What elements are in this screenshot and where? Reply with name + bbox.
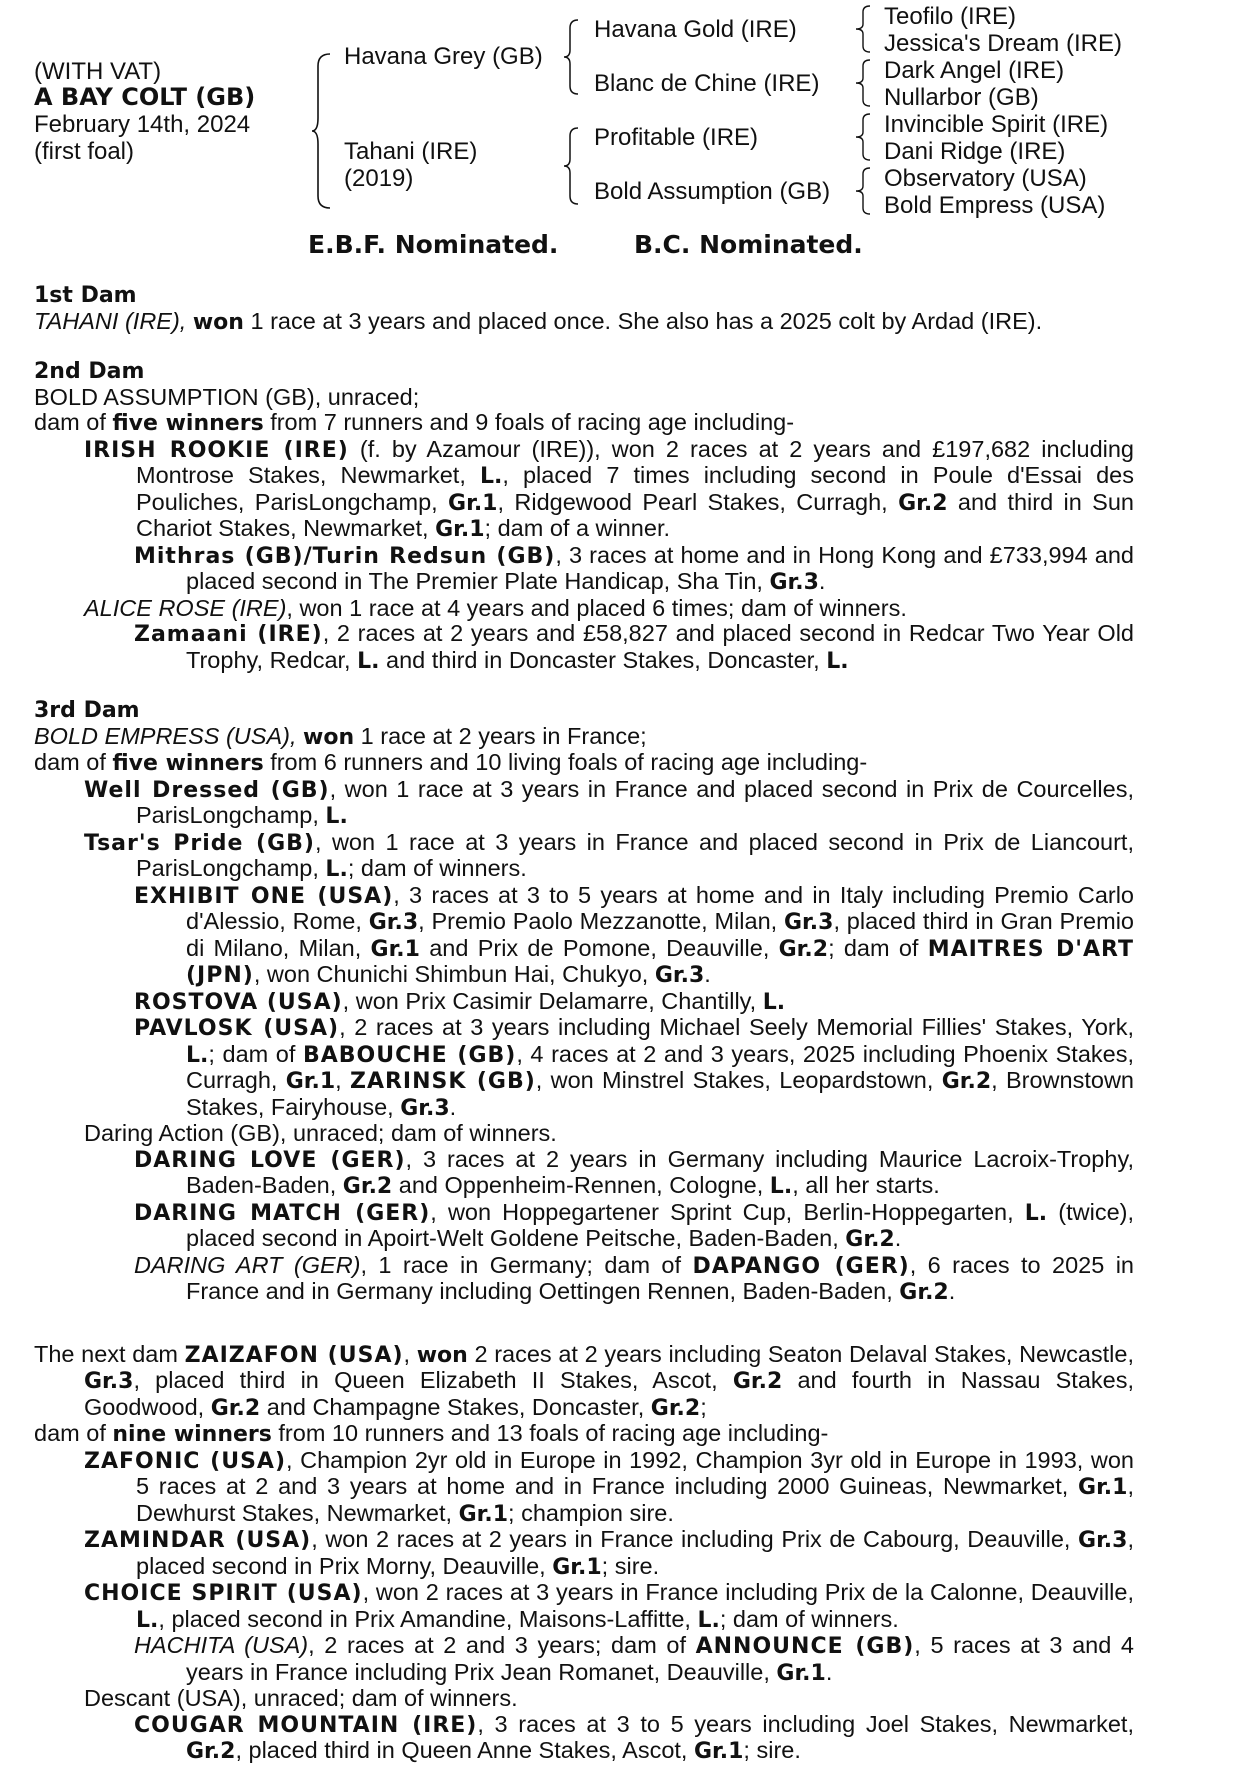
- mithras-entry: Mithras (GB)/Turin Redsun (GB), 3 races at home and in Hong Kong and £733,994 and placed second in The Premier Plate Handicap, Sha Tin, Gr.3.: [134, 541, 1134, 595]
- foaling-date: February 14th, 2024: [34, 111, 251, 138]
- bc-nominated: B.C. Nominated.: [634, 230, 863, 259]
- sire-sire: Havana Gold (IRE): [594, 16, 797, 43]
- next-dam-produce: dam of nine winners from 10 runners and 13 foals of racing age including-: [34, 1420, 829, 1447]
- rostova-entry: ROSTOVA (USA), won Prix Casimir Delamarre, Chantilly, L.: [134, 987, 786, 1015]
- tsars-pride-entry: Tsar's Pride (GB), won 1 race at 3 years in France and placed second in Prix de Liancourt, ParisLongchamp, L.; dam of winners.: [84, 828, 1134, 882]
- brace-3a: [854, 4, 874, 54]
- gg-1: Teofilo (IRE): [884, 3, 1017, 30]
- hachita-entry: HACHITA (USA), 2 races at 2 and 3 years; dam of ANNOUNCE (GB), 5 races at 3 and 4 years in France including Prix Jean Romanet, Deauville, Gr.1.: [134, 1632, 1135, 1686]
- zamindar-entry: ZAMINDAR (USA), won 2 races at 2 years in France including Prix de Cabourg, Deauville, Gr.3, placed second in Prix Morny, Deauville, Gr.1; sire.: [84, 1526, 1134, 1580]
- dam-year: (2019): [344, 165, 414, 192]
- sire-dam-brace: [310, 52, 334, 210]
- daring-love-entry: DARING LOVE (GER), 3 races at 2 years in Germany including Maurice Lacroix-Trophy, Baden-Baden, Gr.2 and Oppenheim-Rennen, Cologne, L., all her starts.: [134, 1145, 1134, 1199]
- alice-rose-entry: ALICE ROSE (IRE), won 1 race at 4 years and placed 6 times; dam of winners.: [84, 594, 907, 621]
- sire-dam: Blanc de Chine (IRE): [594, 70, 820, 97]
- zafonic-entry: ZAFONIC (USA), Champion 2yr old in Europe in 1992, Champion 3yr old in Europe in 1993, won 5 races at 2 and 3 years at home and in France including 2000 Guineas, Newmarket, Gr.1, Dewhurst Stakes, Newmarket, Gr.1; champion sire.: [84, 1446, 1134, 1527]
- dam-parents-brace: [562, 126, 582, 206]
- gg-3: Dark Angel (IRE): [884, 57, 1065, 84]
- gg-7: Observatory (USA): [884, 165, 1087, 192]
- gg-4: Nullarbor (GB): [884, 84, 1039, 111]
- catalogue-body: [34, 283, 1134, 1765]
- first-dam-line: TAHANI (IRE), won 1 race at 3 years and placed once. She also has a 2025 colt by Ardad (IRE).: [34, 307, 1043, 335]
- next-dam-entry: The next dam ZAIZAFON (USA), won 2 races at 2 years including Seaton Delaval Stakes, Newcastle, Gr.3, placed third in Queen Elizabeth II Stakes, Ascot, Gr.2 and fourth in Nassau Stakes, Goodwood, Gr.2 and Champagne Stakes, Doncaster, Gr.2;: [34, 1340, 1134, 1421]
- dam-dam: Bold Assumption (GB): [594, 178, 831, 205]
- well-dressed-entry: Well Dressed (GB), won 1 race at 3 years in France and placed second in Prix de Courcelles, ParisLongchamp, L.: [84, 775, 1134, 829]
- third-dam-heading: 3rd Dam: [34, 698, 140, 723]
- dam-sire: Profitable (IRE): [594, 124, 759, 151]
- third-dam-line: BOLD EMPRESS (USA), won 1 race at 2 years in France;: [34, 722, 647, 750]
- gg-6: Dani Ridge (IRE): [884, 138, 1066, 165]
- third-dam-produce: dam of five winners from 6 runners and 10 living foals of racing age including-: [34, 749, 868, 776]
- daring-art-entry: DARING ART (GER), 1 race in Germany; dam of DAPANGO (GER), 6 races to 2025 in France and in Germany including Oettingen Rennen, Baden-Baden, Gr.2.: [134, 1251, 1134, 1305]
- second-dam-heading: 2nd Dam: [34, 359, 145, 384]
- pavlosk-entry: PAVLOSK (USA), 2 races at 3 years including Michael Seely Memorial Fillies' Stakes, York, L.; dam of BABOUCHE (GB), 4 races at 2 and 3 years, 2025 including Phoenix Stakes, Curragh, Gr.1, ZARINSK (GB), won Minstrel Stakes, Leopardstown, Gr.2, Brownstown Stakes, Fairyhouse, Gr.3.: [134, 1014, 1134, 1121]
- daring-match-entry: DARING MATCH (GER), won Hoppegartener Sprint Cup, Berlin-Hoppegarten, L. (twice), placed second in Apoirt-Welt Goldene Peitsche, Baden-Baden, Gr.2.: [134, 1198, 1134, 1252]
- gg-2: Jessica's Dream (IRE): [884, 30, 1122, 57]
- brace-3d: [854, 166, 874, 216]
- choice-spirit-entry: CHOICE SPIRIT (USA), won 2 races at 3 years in France including Prix de la Calonne, Deauville, L., placed second in Prix Amandine, Maisons-Laffitte, L.; dam of winners.: [84, 1579, 1134, 1633]
- sire: Havana Grey (GB): [344, 43, 543, 70]
- gg-8: Bold Empress (USA): [884, 192, 1106, 219]
- gg-5: Invincible Spirit (IRE): [884, 111, 1109, 138]
- ebf-nominated: E.B.F. Nominated.: [308, 230, 559, 259]
- dam: Tahani (IRE): [344, 138, 478, 165]
- irish-rookie-entry: IRISH ROOKIE (IRE) (f. by Azamour (IRE)), won 2 races at 2 years and £197,682 including Montrose Stakes, Newmarket, L., placed 7 times including second in Poule d'Essai des Pouliches, ParisLongchamp, Gr.1, Ridgewood Pearl Stakes, Curragh, Gr.2 and third in Sun Chariot Stakes, Newmarket, Gr.1; dam of a winner.: [84, 435, 1134, 542]
- daring-action-entry: Daring Action (GB), unraced; dam of winners.: [84, 1120, 557, 1146]
- sire-parents-brace: [562, 18, 582, 96]
- exhibit-one-entry: EXHIBIT ONE (USA), 3 races at 3 to 5 years at home and in Italy including Premio Carlo d'Alessio, Rome, Gr.3, Premio Paolo Mezzanotte, Milan, Gr.3, placed third in Gran Premio di Milano, Milan, Gr.1 and Prix de Pomone, Deauville, Gr.2; dam of MAITRES D'ART (JPN), won Chunichi Shimbun Hai, Chukyo, Gr.3.: [134, 881, 1135, 988]
- first-dam-heading: 1st Dam: [34, 283, 137, 308]
- descant-entry: Descant (USA), unraced; dam of winners.: [84, 1685, 518, 1711]
- second-dam-produce: dam of five winners from 7 runners and 9 foals of racing age including-: [34, 409, 795, 436]
- brace-3b: [854, 58, 874, 108]
- cougar-mountain-entry: COUGAR MOUNTAIN (IRE), 3 races at 3 to 5 years including Joel Stakes, Newmarket, Gr.2, placed third in Queen Anne Stakes, Ascot, Gr.1; sire.: [134, 1710, 1134, 1764]
- foal-note: (first foal): [34, 138, 135, 165]
- vat-note: (WITH VAT): [34, 58, 162, 85]
- lot-title: A BAY COLT (GB): [34, 83, 256, 111]
- second-dam-line: BOLD ASSUMPTION (GB), unraced;: [34, 383, 420, 410]
- brace-3c: [854, 112, 874, 162]
- zamaani-entry: Zamaani (IRE), 2 races at 2 years and £58,827 and placed second in Redcar Two Year Old Trophy, Redcar, L. and third in Doncaster Stakes, Doncaster, L.: [134, 620, 1134, 674]
